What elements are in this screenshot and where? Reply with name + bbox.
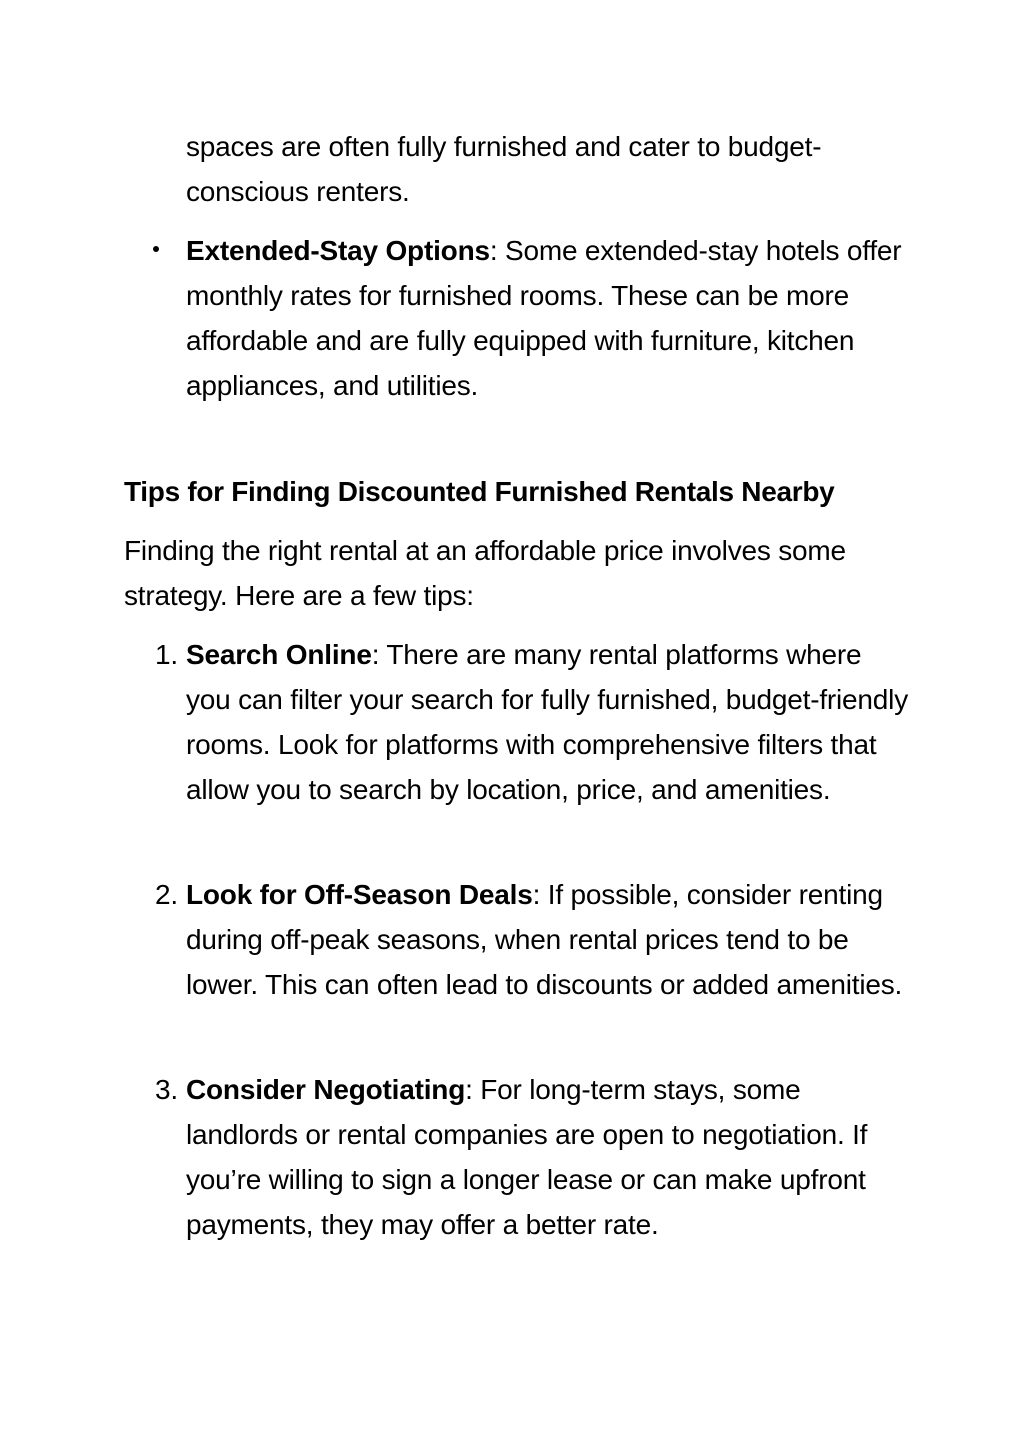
tip-term: Consider Negotiating bbox=[186, 1074, 466, 1105]
section-intro: Finding the right rental at an affordable price involves some strategy. Here are a few tips: bbox=[124, 535, 846, 611]
bullet-marker bbox=[153, 246, 159, 252]
list-number: 3. bbox=[155, 1074, 178, 1105]
list-item bbox=[186, 872, 910, 1007]
list-item bbox=[186, 632, 910, 812]
tip-text: : There are many rental platforms where you can filter your search for fully furnished, budget-friendly rooms. Look for platforms with comprehensive filters that allow you to search by location, price, and amenities. bbox=[186, 639, 908, 805]
list-number: 1. bbox=[155, 639, 178, 670]
tip-text: : For long-term stays, some landlords or rental companies are open to negotiation. If you’re willing to sign a longer lease or can make upfront payments, they may offer a better rate. bbox=[186, 1074, 868, 1240]
bullet-text: : Some extended-stay hotels offer monthly rates for furnished rooms. These can be more affordable and are fully equipped with furniture, kitchen appliances, and utilities. bbox=[186, 235, 902, 401]
tip-text: : If possible, consider renting during off-peak seasons, when rental prices tend to be lower. This can often lead to discounts or added amenities. bbox=[186, 879, 903, 1000]
tip-term: Search Online bbox=[186, 639, 372, 670]
list-item bbox=[186, 1067, 910, 1247]
list-number: 2. bbox=[155, 879, 178, 910]
list-item bbox=[186, 228, 906, 408]
section-heading: Tips for Finding Discounted Furnished Rentals Nearby bbox=[124, 476, 835, 507]
continued-paragraph: spaces are often fully furnished and cater to budget-conscious renters. bbox=[186, 131, 822, 207]
tip-term: Look for Off-Season Deals bbox=[186, 879, 533, 910]
bullet-term: Extended-Stay Options bbox=[186, 235, 490, 266]
